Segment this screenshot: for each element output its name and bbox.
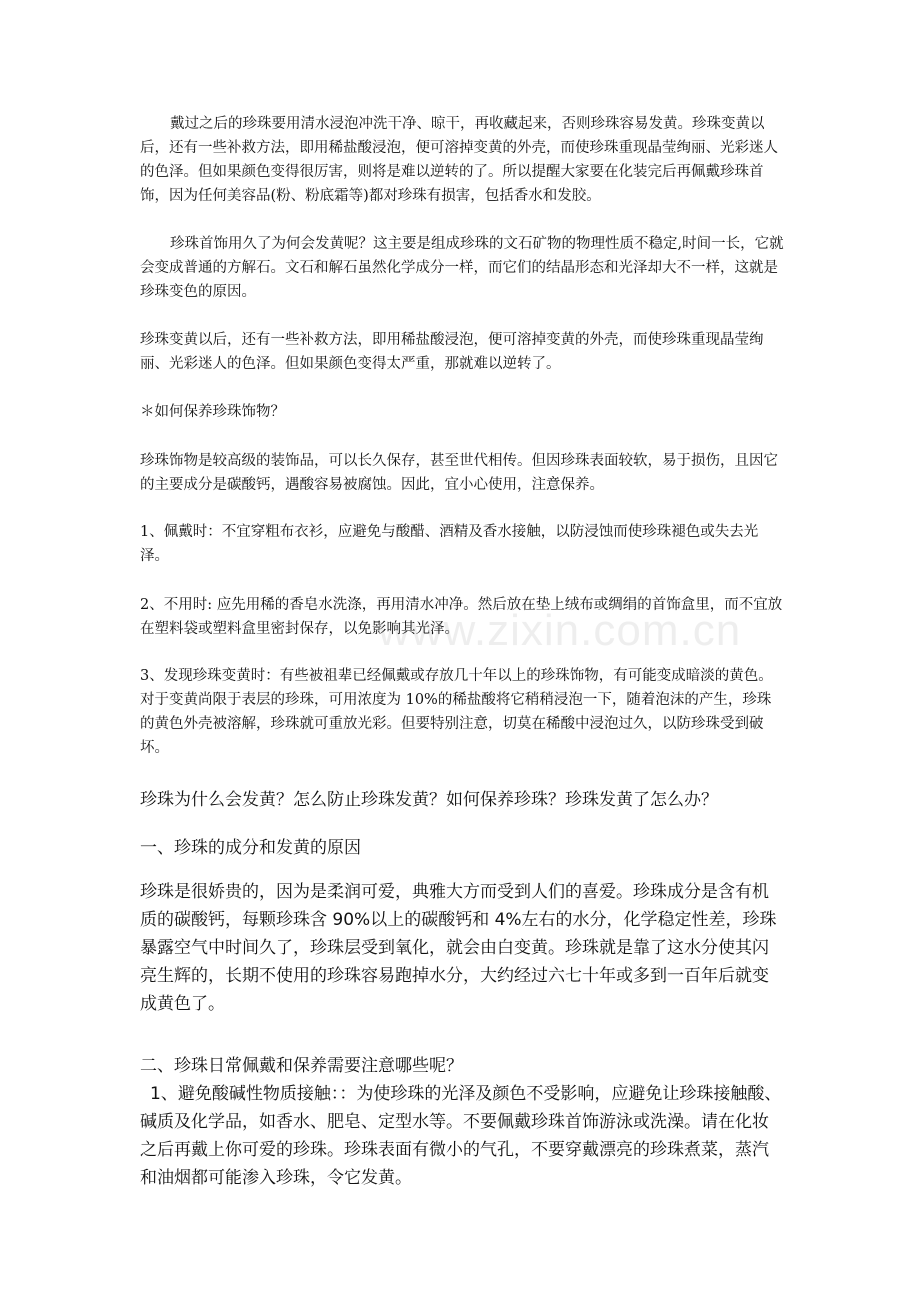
heading-section-two: 二、珍珠日常佩戴和保养需要注意哪些呢？ [140, 1056, 463, 1076]
paragraph-why-yellowing: 珍珠首饰用久了为何会发黄呢？这主要是组成珍珠的文石矿物的物理性质不稳定,时间一长，它就会变成普通的方解石。文石和解石虽然化学成分一样，而它们的结晶形态和光泽却大不一样，这就是珍珠变色的原因。 [140, 236, 784, 300]
heading-how-to-care: ＊如何保养珍珠饰物？ [140, 404, 285, 420]
watermark: www.zixin.com.cn [378, 606, 742, 655]
heading-questions: 珍珠为什么会发黄？怎么防止珍珠发黄？如何保养珍珠？珍珠发黄了怎么办？ [140, 790, 718, 810]
paragraph-pearl-cleaning: 戴过之后的珍珠要用清水浸泡冲洗干净、晾干，再收藏起来，否则珍珠容易发黄。珍珠变黄以后，还有一些补救方法，即用稀盐酸浸泡，便可溶掉变黄的外壳，而使珍珠重现晶莹绚丽、光彩迷人的色泽。但如果颜色变得很厉害，则将是难以逆转的了。所以提醒大家要在化装完后再佩戴珍珠首饰，因为任何美容品(粉、粉底霜等)都对珍珠有损害，包括香水和发胶。 [140, 116, 778, 204]
list-item-storage: 2、不用时: 应先用稀的香皂水洗涤，再用清水冲净。然后放在垫上绒布或绸绢的首饰盒里，而不宜放在塑料袋或塑料盒里密封保存，以免影响其光泽。 [140, 597, 783, 637]
paragraph-composition: 珍珠是很娇贵的，因为是柔润可爱，典雅大方而受到人们的喜爱。珍珠成分是含有机质的碳酸钙，每颗珍珠含 90%以上的碳酸钙和 4%左右的水分，化学稳定性差，珍珠暴露空气中时间久了，珍珠层受到氧化，就会由白变黄。珍珠就是靠了这水分使其闪亮生辉的，长期不使用的珍珠容易跑掉水分，大约经过六七十年或多到一百年后就变成黄色了。 [140, 882, 777, 1014]
paragraph-remedy: 珍珠变黄以后，还有一些补救方法，即用稀盐酸浸泡，便可溶掉变黄的外壳，而使珍珠重现晶莹绚丽、光彩迷人的色泽。但如果颜色变得太严重，那就难以逆转了。 [140, 332, 764, 372]
list-item-yellowing: 3、发现珍珠变黄时：有些被祖辈已经佩戴或存放几十年以上的珍珠饰物，有可能变成暗淡的黄色。对于变黄尚限于表层的珍珠，可用浓度为 10%的稀盐酸将它稍稍浸泡一下，随着泡沫的产生，珍珠的黄色外壳被溶解，珍珠就可重放光彩。但要特别注意，切莫在稀酸中浸泡过久，以防珍珠受到破坏。 [140, 668, 773, 756]
list-item-wearing: 1、佩戴时：不宜穿粗布衣衫，应避免与酸醋、酒精及香水接触，以防浸蚀而使珍珠褪色或失去光泽。 [140, 524, 759, 564]
paragraph-avoid-acids: 1、避免酸碱性物质接触：：为使珍珠的光泽及颜色不受影响，应避免让珍珠接触酸、碱质及化学品，如香水、肥皂、定型水等。不要佩戴珍珠首饰游泳或洗澡。请在化妆之后再戴上你可爱的珍珠。珍珠表面有微小的气孔，不要穿戴漂亮的珍珠煮菜，蒸汽和油烟都可能渗入珍珠，令它发黄。 [140, 1084, 782, 1188]
heading-section-one: 一、珍珠的成分和发黄的原因 [140, 838, 361, 858]
paragraph-care-intro: 珍珠饰物是较高级的装饰品，可以长久保存，甚至世代相传。但因珍珠表面较软，易于损伤，且因它的主要成分是碳酸钙，遇酸容易被腐蚀。因此，宜小心使用，注意保养。 [140, 453, 778, 493]
